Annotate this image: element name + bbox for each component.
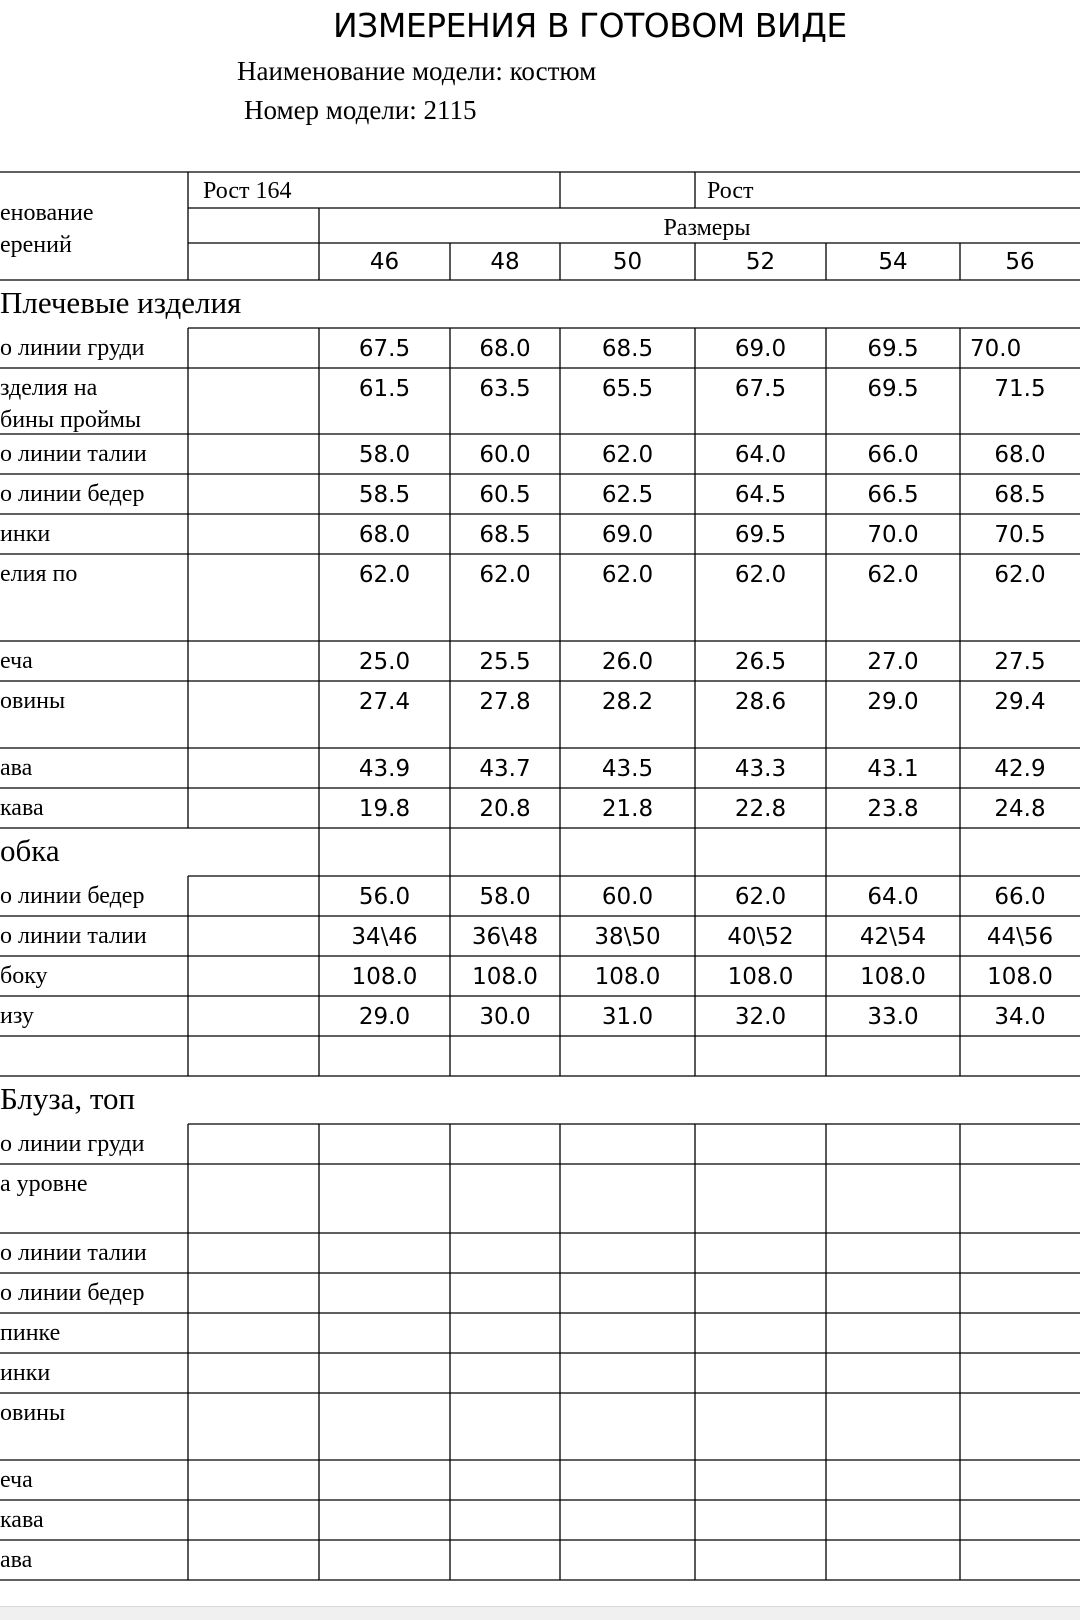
corner-label: енование — [0, 200, 94, 226]
value-cell: 36\48 — [471, 924, 539, 950]
value-cell: 26.0 — [601, 649, 654, 675]
value-cell: 62.0 — [734, 884, 787, 910]
value-cell: 43.1 — [867, 756, 919, 782]
value-cell: 64.0 — [867, 884, 919, 910]
value-cell: 68.0 — [479, 336, 531, 362]
value-cell: 29.0 — [867, 689, 919, 715]
value-cell: 32.0 — [734, 1004, 787, 1030]
value-cell: 70.0 — [970, 336, 1022, 362]
value-cell: 68.5 — [479, 522, 531, 548]
value-cell: 108.0 — [472, 964, 538, 990]
measurement-label: еча — [0, 648, 33, 674]
measurement-label: бины проймы — [0, 407, 142, 433]
value-cell: 69.0 — [734, 336, 787, 362]
value-cell: 66.5 — [867, 482, 919, 508]
value-cell: 43.3 — [734, 756, 787, 782]
measurement-label: овины — [0, 688, 66, 714]
size-header-56: 56 — [1005, 249, 1035, 275]
value-cell: 20.8 — [479, 796, 531, 822]
value-cell: 27.5 — [994, 649, 1046, 675]
size-header-54: 54 — [878, 249, 908, 275]
value-cell: 61.5 — [358, 376, 411, 402]
measurement-label: ава — [0, 1547, 33, 1573]
value-cell: 60.0 — [601, 884, 654, 910]
value-cell: 68.0 — [994, 442, 1046, 468]
value-cell: 27.8 — [479, 689, 531, 715]
size-header-48: 48 — [490, 249, 520, 275]
measurement-label: о линии талии — [0, 441, 147, 467]
size-header-50: 50 — [612, 249, 643, 275]
value-cell: 24.8 — [994, 796, 1046, 822]
value-cell: 22.8 — [734, 796, 787, 822]
value-cell: 68.5 — [601, 336, 654, 362]
value-cell: 62.0 — [867, 562, 919, 588]
value-cell: 69.5 — [734, 522, 787, 548]
value-cell: 60.0 — [479, 442, 531, 468]
value-cell: 67.5 — [734, 376, 787, 402]
value-cell: 65.5 — [601, 376, 654, 402]
value-cell: 23.8 — [867, 796, 919, 822]
value-cell: 108.0 — [351, 964, 418, 990]
value-cell: 67.5 — [358, 336, 411, 362]
value-cell: 64.5 — [734, 482, 787, 508]
value-cell: 69.5 — [867, 376, 919, 402]
value-cell: 62.5 — [601, 482, 654, 508]
measurement-label: о линии бедер — [0, 481, 145, 507]
value-cell: 70.0 — [867, 522, 919, 548]
value-cell: 62.0 — [358, 562, 411, 588]
size-header-46: 46 — [369, 249, 400, 275]
sizes-label: Размеры — [663, 215, 751, 241]
value-cell: 58.5 — [358, 482, 411, 508]
measurement-label: инки — [0, 521, 51, 547]
value-cell: 43.9 — [358, 756, 411, 782]
measurement-label: еча — [0, 1467, 33, 1493]
value-cell: 34.0 — [994, 1004, 1046, 1030]
value-cell: 30.0 — [479, 1004, 531, 1030]
section-title: Плечевые изделия — [0, 285, 242, 320]
section-title: обка — [0, 833, 60, 868]
value-cell: 108.0 — [860, 964, 926, 990]
value-cell: 62.0 — [601, 562, 654, 588]
measurement-label: кава — [0, 795, 44, 821]
measurement-label: о линии талии — [0, 1240, 147, 1266]
section-title: Блуза, топ — [0, 1081, 136, 1116]
value-cell: 62.0 — [601, 442, 654, 468]
value-cell: 34\46 — [351, 924, 418, 950]
value-cell: 69.0 — [601, 522, 654, 548]
value-cell: 29.4 — [994, 689, 1046, 715]
window-bottom-edge — [0, 1606, 1080, 1620]
measurement-label: ава — [0, 755, 33, 781]
value-cell: 44\56 — [986, 924, 1054, 950]
measurement-label: изу — [0, 1003, 34, 1029]
value-cell: 43.7 — [479, 756, 531, 782]
value-cell: 68.5 — [994, 482, 1046, 508]
value-cell: 108.0 — [987, 964, 1053, 990]
value-cell: 28.6 — [734, 689, 787, 715]
value-cell: 69.5 — [867, 336, 919, 362]
value-cell: 25.5 — [479, 649, 531, 675]
value-cell: 43.5 — [601, 756, 654, 782]
value-cell: 42.9 — [994, 756, 1046, 782]
document-title: ИЗМЕРЕНИЯ В ГОТОВОМ ВИДЕ — [333, 6, 847, 45]
value-cell: 66.0 — [867, 442, 919, 468]
value-cell: 70.5 — [994, 522, 1046, 548]
measurement-label: а уровне — [0, 1171, 88, 1197]
value-cell: 63.5 — [479, 376, 531, 402]
measurement-label: овины — [0, 1400, 66, 1426]
value-cell: 68.0 — [358, 522, 411, 548]
value-cell: 38\50 — [594, 924, 661, 950]
measurement-label: инки — [0, 1360, 51, 1386]
measurement-label: о линии бедер — [0, 883, 145, 909]
value-cell: 62.0 — [734, 562, 787, 588]
measurement-label: о линии талии — [0, 923, 147, 949]
value-cell: 108.0 — [727, 964, 794, 990]
value-cell: 58.0 — [479, 884, 531, 910]
value-cell: 58.0 — [358, 442, 411, 468]
size-header-52: 52 — [745, 249, 776, 275]
measurement-label: о линии груди — [0, 1131, 145, 1157]
value-cell: 56.0 — [358, 884, 411, 910]
value-cell: 42\54 — [859, 924, 927, 950]
value-cell: 31.0 — [601, 1004, 654, 1030]
corner-label: ерений — [0, 232, 72, 258]
value-cell: 25.0 — [358, 649, 411, 675]
model-number: Номер модели: 2115 — [244, 95, 477, 125]
height-label: Рост 164 — [203, 178, 292, 204]
value-cell: 108.0 — [594, 964, 661, 990]
value-cell: 64.0 — [734, 442, 787, 468]
value-cell: 19.8 — [358, 796, 411, 822]
measurement-label: о линии бедер — [0, 1280, 145, 1306]
value-cell: 27.4 — [358, 689, 411, 715]
value-cell: 33.0 — [867, 1004, 919, 1030]
value-cell: 40\52 — [727, 924, 794, 950]
value-cell: 62.0 — [994, 562, 1046, 588]
value-cell: 62.0 — [479, 562, 531, 588]
measurement-label: зделия на — [0, 375, 98, 401]
value-cell: 66.0 — [994, 884, 1046, 910]
value-cell: 71.5 — [994, 376, 1046, 402]
model-name: Наименование модели: костюм — [237, 56, 597, 86]
value-cell: 27.0 — [867, 649, 919, 675]
measurement-label: боку — [0, 963, 48, 989]
measurement-label: пинке — [0, 1320, 61, 1346]
value-cell: 28.2 — [601, 689, 654, 715]
value-cell: 29.0 — [358, 1004, 411, 1030]
value-cell: 21.8 — [601, 796, 654, 822]
measurement-label: елия по — [0, 561, 78, 587]
measurement-label: кава — [0, 1507, 44, 1533]
height-label: Рост — [707, 178, 754, 204]
value-cell: 60.5 — [479, 482, 531, 508]
measurement-label: о линии груди — [0, 335, 145, 361]
value-cell: 26.5 — [734, 649, 787, 675]
